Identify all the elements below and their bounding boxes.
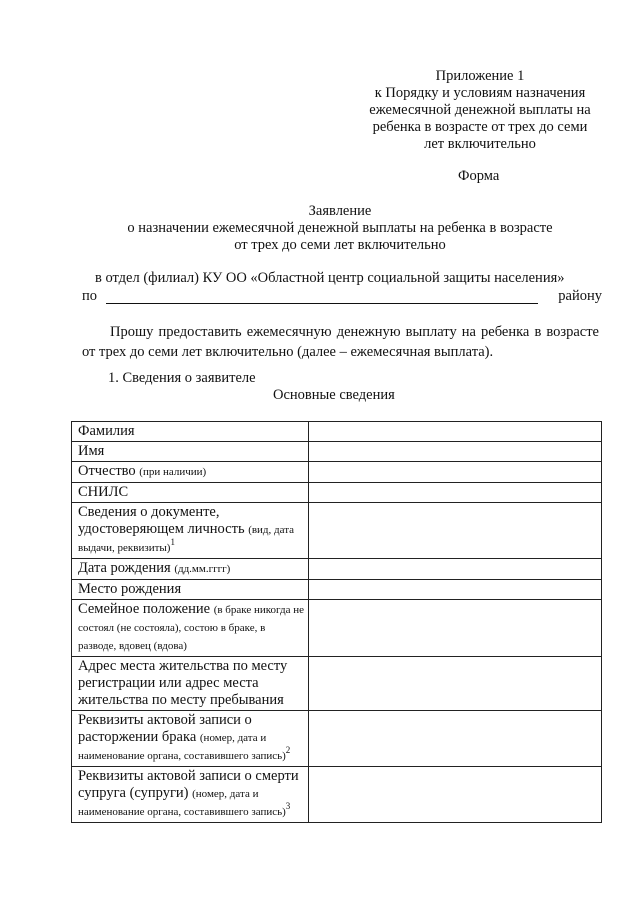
appendix-line: лет включительно	[424, 136, 536, 152]
table-row	[72, 462, 602, 483]
department-line: в отдел (филиал) КУ ОО «Областной центр социальной защиты населения»	[95, 270, 565, 286]
table-row	[72, 442, 602, 462]
footnote-marker: 1	[170, 537, 175, 548]
title-line: о назначении ежемесячной денежной выплаты на ребенка в возрасте	[127, 220, 553, 236]
field-label	[72, 503, 309, 559]
field-label-text: Дата рождения	[78, 560, 175, 576]
field-label-text: Реквизиты актовой записи о расторжении брака	[78, 712, 252, 745]
field-label	[72, 422, 309, 442]
field-label	[72, 483, 309, 503]
field-value-cell[interactable]	[309, 559, 602, 580]
field-value-cell[interactable]	[309, 422, 602, 442]
field-label	[72, 767, 309, 823]
field-label	[72, 600, 309, 657]
applicant-info-table	[71, 421, 602, 823]
field-label-text: Реквизиты актовой записи о смерти супруга (супруги)	[78, 768, 299, 801]
appendix-header	[355, 68, 605, 153]
district-line	[82, 288, 602, 306]
field-label-text: СНИЛС	[78, 484, 129, 500]
field-label-note: (номер, дата и наименование органа, составившего запись)	[78, 732, 286, 762]
district-suffix: району	[558, 288, 602, 304]
form-label: Форма	[458, 168, 500, 184]
appendix-line: Приложение 1	[435, 68, 525, 84]
table-row	[72, 711, 602, 767]
field-value-cell[interactable]	[309, 503, 602, 559]
field-label-note: (в браке никогда не состоял (не состояла), состою в браке, в разводе, вдовец (вдова)	[78, 604, 305, 652]
field-label-text: Семейное положение	[78, 601, 214, 617]
appendix-line: к Порядку и условиям назначения	[374, 85, 586, 101]
field-label	[72, 711, 309, 767]
field-value-cell[interactable]	[309, 600, 602, 657]
table-row	[72, 559, 602, 580]
request-paragraph: Прошу предоставить ежемесячную денежную выплату на ребенка в возрасте от трех до семи лет включительно (далее – ежемесячная выплата).	[82, 324, 599, 360]
field-label-text: Место рождения	[78, 581, 182, 597]
table-row	[72, 503, 602, 559]
field-value-cell[interactable]	[309, 580, 602, 600]
field-label-note: (номер, дата и наименование органа, составившего запись)	[78, 788, 286, 818]
district-blank-field[interactable]	[106, 303, 538, 304]
footnote-marker: 2	[285, 745, 291, 756]
subsection-heading: Основные сведения	[273, 387, 395, 403]
table-row	[72, 600, 602, 657]
field-value-cell[interactable]	[309, 483, 602, 503]
field-label-note: (вид, дата выдачи, реквизиты)	[78, 524, 295, 554]
table-row	[72, 483, 602, 503]
table-row	[72, 657, 602, 711]
field-label-note: (при наличии)	[139, 466, 207, 478]
appendix-line: ребенка в возрасте от трех до семи	[372, 119, 588, 135]
table-row	[72, 767, 602, 823]
table-row	[72, 422, 602, 442]
field-label	[72, 657, 309, 711]
field-label-note: (дд.мм.гггг)	[174, 563, 231, 575]
section-heading: 1. Сведения о заявителе	[108, 370, 256, 386]
field-label	[72, 580, 309, 600]
title-line: от трех до семи лет включительно	[234, 237, 446, 253]
field-label-text: Фамилия	[78, 423, 135, 439]
field-label-text: Имя	[78, 443, 105, 459]
field-value-cell[interactable]	[309, 711, 602, 767]
field-value-cell[interactable]	[309, 462, 602, 483]
footnote-marker: 3	[285, 801, 291, 812]
field-label	[72, 462, 309, 483]
field-label-text: Адрес места жительства по месту регистрации или адрес места жительства по месту пребывания	[78, 658, 288, 708]
document-title	[60, 203, 620, 254]
field-label-text: Сведения о документе, удостоверяющем личность	[78, 504, 249, 537]
district-prefix: по	[82, 288, 98, 304]
appendix-line: ежемесячной денежной выплаты на	[369, 102, 591, 118]
field-value-cell[interactable]	[309, 767, 602, 823]
field-value-cell[interactable]	[309, 657, 602, 711]
field-value-cell[interactable]	[309, 442, 602, 462]
field-label	[72, 559, 309, 580]
field-label	[72, 442, 309, 462]
table-row	[72, 580, 602, 600]
field-label-text: Отчество	[78, 463, 140, 479]
title-line: Заявление	[308, 203, 372, 219]
